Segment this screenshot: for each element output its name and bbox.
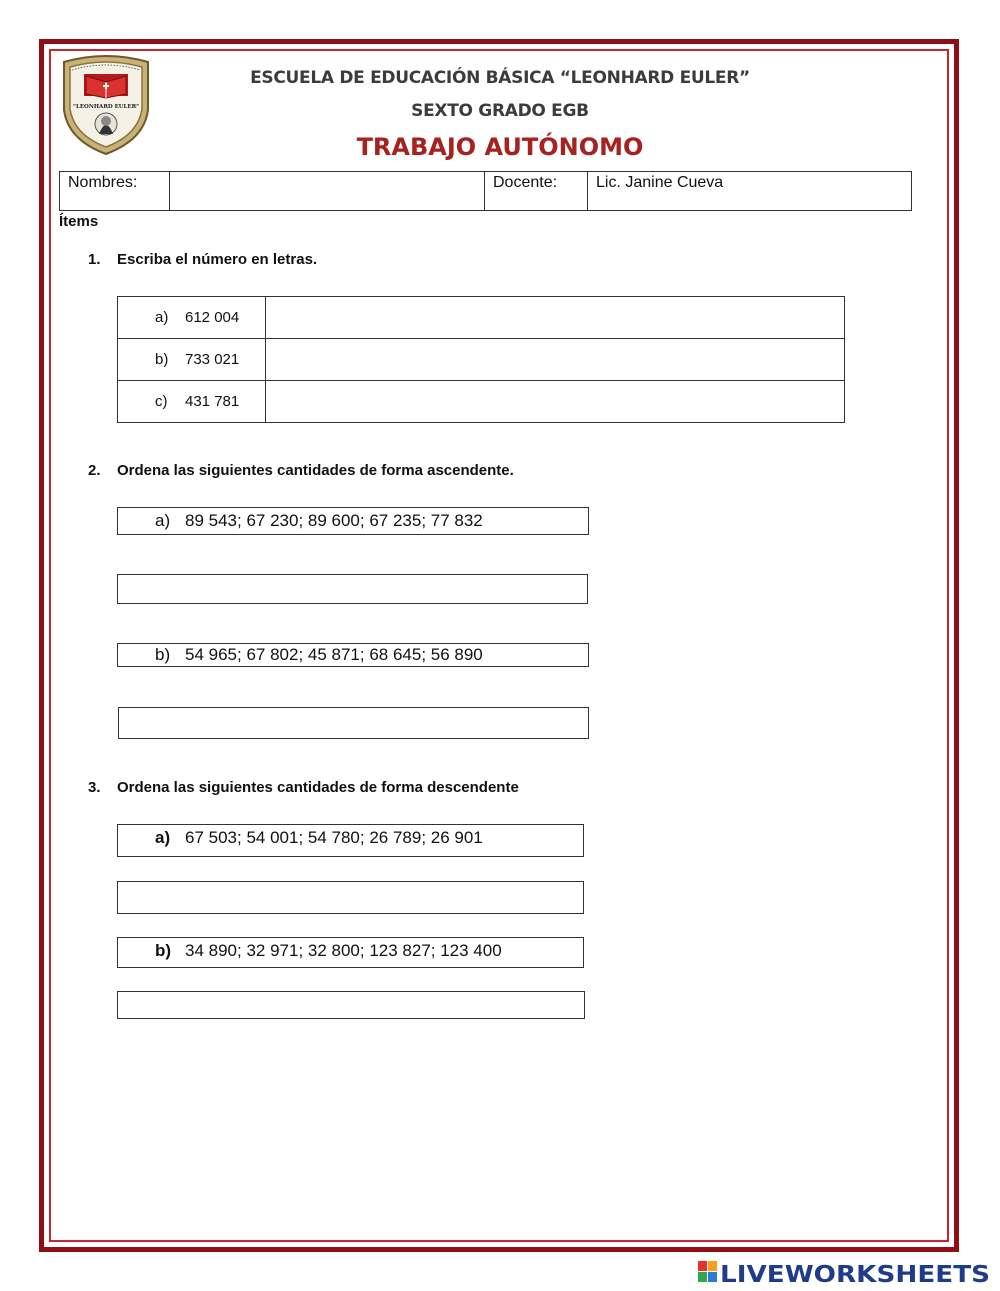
- q2a-numbers: a) 89 543; 67 230; 89 600; 67 235; 77 832: [117, 507, 589, 535]
- table-row: [118, 297, 845, 339]
- student-info-table: [59, 171, 912, 211]
- question-text: Escriba el número en letras.: [117, 251, 318, 268]
- question-number: 2.: [88, 462, 101, 479]
- school-name: ESCUELA DE EDUCACIÓN BÁSICA “LEONHARD EULER”: [250, 68, 750, 88]
- q1-table: [117, 296, 845, 423]
- teacher-value: Lic. Janine Cueva: [588, 172, 912, 211]
- q2a-answer-field[interactable]: [117, 574, 588, 604]
- question-text: Ordena las siguientes cantidades de forma ascendente.: [117, 462, 514, 479]
- row-label: c) 431 781: [118, 381, 266, 423]
- q3a-answer-field[interactable]: [117, 881, 584, 914]
- q3b-numbers: b) 34 890; 32 971; 32 800; 123 827; 123 400: [117, 937, 584, 968]
- question-number: 3.: [88, 779, 101, 796]
- question-2: [88, 462, 514, 479]
- q2b-numbers: b) 54 965; 67 802; 45 871; 68 645; 56 890: [117, 643, 589, 667]
- question-1: [88, 251, 317, 268]
- names-field[interactable]: [170, 172, 485, 211]
- q3b-answer-field[interactable]: [117, 991, 585, 1019]
- grade-title: SEXTO GRADO EGB: [411, 101, 589, 121]
- answer-field-c[interactable]: [266, 381, 845, 423]
- liveworksheets-logo-icon: [697, 1258, 993, 1286]
- worksheet-title: TRABAJO AUTÓNOMO: [356, 133, 644, 161]
- names-label: Nombres:: [60, 172, 170, 211]
- table-row: [118, 339, 845, 381]
- row-label: b) 733 021: [118, 339, 266, 381]
- question-number: 1.: [88, 251, 101, 268]
- q3a-numbers: a) 67 503; 54 001; 54 780; 26 789; 26 901: [117, 824, 584, 857]
- table-row: [118, 381, 845, 423]
- row-label: a) 612 004: [118, 297, 266, 339]
- brand-text: LIVEWORKSHEETS: [720, 1262, 990, 1286]
- teacher-label: Docente:: [485, 172, 588, 211]
- items-label: Ítems: [59, 213, 99, 230]
- answer-field-a[interactable]: [266, 297, 845, 339]
- logo-text: “LEONHARD EULER”: [72, 104, 140, 110]
- answer-field-b[interactable]: [266, 339, 845, 381]
- q2b-answer-field[interactable]: [118, 707, 589, 739]
- question-text: Ordena las siguientes cantidades de forma descendente: [117, 779, 519, 796]
- question-3: [88, 779, 519, 796]
